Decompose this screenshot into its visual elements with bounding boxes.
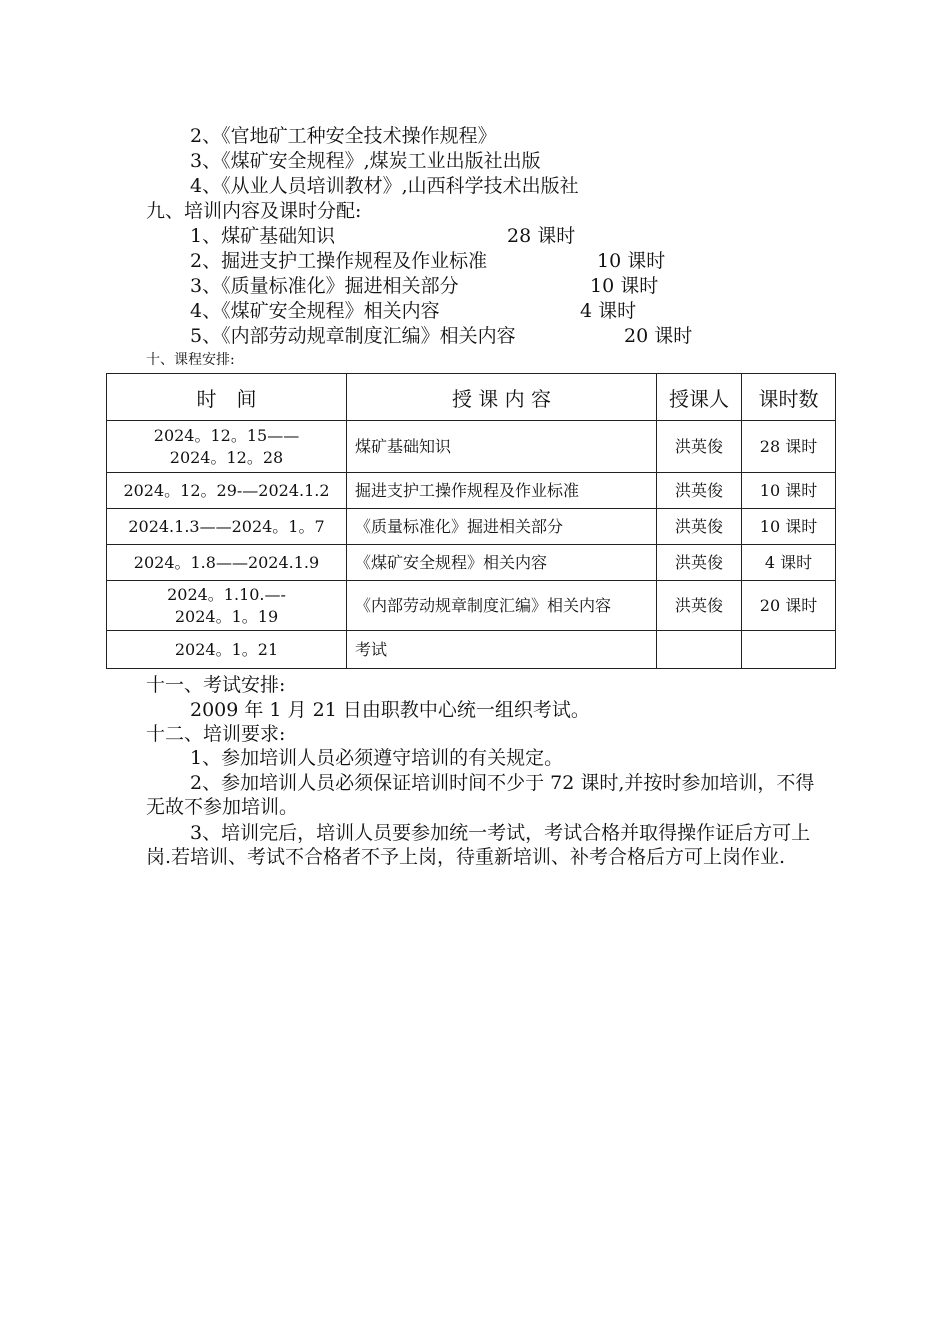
- course-hours-4: 4 课时: [580, 300, 637, 322]
- course-hours-2: 10 课时: [597, 250, 666, 272]
- cell-content: 《内部劳动规章制度汇编》相关内容: [347, 581, 657, 631]
- course-item-2: 2、掘进支护工操作规程及作业标准: [190, 250, 488, 272]
- cell-content: 考试: [347, 631, 657, 669]
- cell-time: 2024。1.8——2024.1.9: [107, 545, 347, 581]
- section10-heading: 十、课程安排:: [146, 352, 235, 368]
- course-hours-3: 10 课时: [590, 275, 659, 297]
- cell-time: 2024。1。21: [107, 631, 347, 669]
- col-header-time: 时 间: [107, 374, 347, 421]
- material-item-3: 3、《煤矿安全规程》,煤炭工业出版社出版: [190, 150, 541, 172]
- col-header-teacher: 授课人: [657, 374, 742, 421]
- section11-heading: 十一、考试安排:: [146, 674, 286, 696]
- cell-time: 2024。12。29-—2024.1.2: [107, 473, 347, 509]
- course-item-3: 3、《质量标准化》掘进相关部分: [190, 275, 459, 297]
- material-item-2: 2、《官地矿工种安全技术操作规程》: [190, 125, 497, 147]
- course-item-4: 4、《煤矿安全规程》相关内容: [190, 300, 440, 322]
- col-header-hours: 课时数: [742, 374, 836, 421]
- cell-time: 2024。12。15—— 2024。12。28: [107, 421, 347, 473]
- cell-teacher: [657, 631, 742, 669]
- requirement-3: 3、培训完后，培训人员要参加统一考试，考试合格并取得操作证后方可上岗.若培训、考试不合格者不予上岗，待重新培训、补考合格后方可上岗作业.: [146, 822, 811, 868]
- table-header-row: [107, 374, 836, 421]
- cell-teacher: 洪英俊: [657, 421, 742, 473]
- exam-arrangement-text: 2009 年 1 月 21 日由职教中心统一组织考试。: [190, 699, 590, 721]
- cell-hours: 28 课时: [742, 421, 836, 473]
- course-item-1: 1、煤矿基础知识: [190, 225, 336, 247]
- cell-hours: 10 课时: [742, 473, 836, 509]
- cell-time: 2024。1.10.—- 2024。1。19: [107, 581, 347, 631]
- course-hours-1: 28 课时: [507, 225, 576, 247]
- course-item-5: 5、《内部劳动规章制度汇编》相关内容: [190, 325, 516, 347]
- requirement-1: 1、参加培训人员必须遵守培训的有关规定。: [190, 747, 564, 769]
- cell-content: 《质量标准化》掘进相关部分: [347, 509, 657, 545]
- table-row: [107, 421, 836, 473]
- cell-hours: [742, 631, 836, 669]
- cell-teacher: 洪英俊: [657, 473, 742, 509]
- cell-hours: 20 课时: [742, 581, 836, 631]
- section12-heading: 十二、培训要求:: [146, 723, 286, 745]
- table-row: [107, 581, 836, 631]
- cell-time: 2024.1.3——2024。1。7: [107, 509, 347, 545]
- cell-hours: 4 课时: [742, 545, 836, 581]
- cell-content: 掘进支护工操作规程及作业标准: [347, 473, 657, 509]
- table-row: [107, 509, 836, 545]
- table-row: [107, 473, 836, 509]
- section9-heading: 九、培训内容及课时分配:: [146, 200, 362, 222]
- cell-teacher: 洪英俊: [657, 509, 742, 545]
- schedule-table: [106, 373, 836, 669]
- course-hours-5: 20 课时: [624, 325, 693, 347]
- table-row: [107, 545, 836, 581]
- cell-hours: 10 课时: [742, 509, 836, 545]
- table-row: [107, 631, 836, 669]
- cell-content: 煤矿基础知识: [347, 421, 657, 473]
- requirement-2: 2、参加培训人员必须保证培训时间不少于 72 课时,并按时参加培训，不得无故不参加培训。: [146, 772, 815, 818]
- col-header-content: 授 课 内 容: [347, 374, 657, 421]
- cell-content: 《煤矿安全规程》相关内容: [347, 545, 657, 581]
- cell-teacher: 洪英俊: [657, 581, 742, 631]
- material-item-4: 4、《从业人员培训教材》,山西科学技术出版社: [190, 175, 579, 197]
- cell-teacher: 洪英俊: [657, 545, 742, 581]
